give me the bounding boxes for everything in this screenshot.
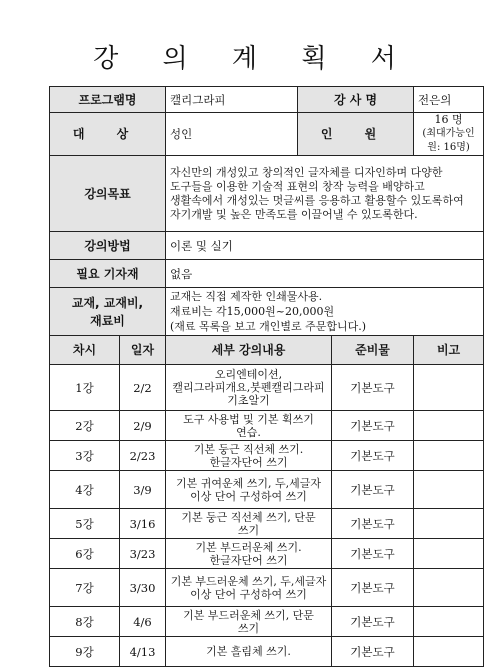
date-cell: 3/30 xyxy=(120,569,166,607)
schedule-row xyxy=(50,509,484,539)
note-cell xyxy=(414,607,484,637)
prep-cell: 기본도구 xyxy=(332,607,414,637)
session-cell: 9강 xyxy=(50,637,120,667)
schedule-row xyxy=(50,411,484,441)
content-line: 기본 귀여운체 쓰기, 두,세글자 xyxy=(176,476,321,490)
date-cell: 3/9 xyxy=(120,471,166,509)
prep-cell: 기본도구 xyxy=(332,441,414,471)
note-cell xyxy=(414,539,484,569)
schedule-body xyxy=(50,365,484,667)
note-cell xyxy=(414,441,484,471)
content-cell xyxy=(166,441,332,471)
prep-cell: 기본도구 xyxy=(332,569,414,607)
session-cell: 8강 xyxy=(50,607,120,637)
note-cell xyxy=(414,509,484,539)
goal-label: 강의목표 xyxy=(50,156,166,232)
method-label: 강의방법 xyxy=(50,232,166,260)
material-line: (재료 목록을 보고 개인별로 주문합니다.) xyxy=(170,320,367,333)
equipment-label: 필요 기자재 xyxy=(50,260,166,288)
content-cell xyxy=(166,365,332,411)
header-prep: 준비물 xyxy=(332,336,414,365)
schedule-row xyxy=(50,569,484,607)
method-row xyxy=(50,232,484,260)
goal-line: 생활속에서 개성있는 멋글씨를 응용하고 활용할수 있도록하여 xyxy=(170,193,464,207)
session-cell: 7강 xyxy=(50,569,120,607)
header-date: 일자 xyxy=(120,336,166,365)
schedule-row xyxy=(50,441,484,471)
content-line: 기본 둥근 직선체 쓰기. xyxy=(193,442,304,456)
prep-cell: 기본도구 xyxy=(332,411,414,441)
note-cell xyxy=(414,471,484,509)
prep-cell: 기본도구 xyxy=(332,471,414,509)
content-line: 이상 단어 구성하여 쓰기 xyxy=(190,489,307,503)
content-line: 기본 부드러운체 쓰기, 두,세글자 xyxy=(170,574,327,588)
program-value: 캘리그라피 xyxy=(166,87,298,113)
content-line: 기본 둥근 직선체 쓰기, 단문 xyxy=(181,510,316,524)
equipment-row xyxy=(50,260,484,288)
content-cell xyxy=(166,411,332,441)
instructor-value: 전은의 xyxy=(414,87,484,113)
goal-line: 자기개발 및 높은 만족도를 이끌어낼 수 있도록한다. xyxy=(170,207,418,221)
header-content: 세부 강의내용 xyxy=(166,336,332,365)
date-cell: 3/23 xyxy=(120,539,166,569)
material-label-line: 재료비 xyxy=(90,313,125,328)
schedule-row xyxy=(50,539,484,569)
equipment-value: 없음 xyxy=(166,260,484,288)
header-session: 차시 xyxy=(50,336,120,365)
material-row xyxy=(50,288,484,336)
content-line: 기초알기 xyxy=(227,394,270,407)
session-cell: 1강 xyxy=(50,365,120,411)
session-cell: 5강 xyxy=(50,509,120,539)
content-line: 캘리그라피개요,붓펜캘리그라피 xyxy=(172,381,325,394)
session-cell: 3강 xyxy=(50,441,120,471)
goal-line: 자신만의 개성있고 창의적인 글자체를 디자인하며 다양한 xyxy=(170,165,443,179)
schedule-row xyxy=(50,637,484,667)
headcount-note: (최대가능인원: 16명) xyxy=(422,128,475,153)
prep-cell: 기본도구 xyxy=(332,509,414,539)
content-line: 쓰기 xyxy=(237,621,260,635)
target-value: 성인 xyxy=(166,113,298,156)
content-line: 기본 부드러운체 쓰기. xyxy=(195,540,302,554)
headcount-label: 인 원 xyxy=(298,113,414,156)
program-label: 프로그램명 xyxy=(50,87,166,113)
material-label xyxy=(50,288,166,336)
material-line: 교재는 직접 제작한 인쇄물사용. xyxy=(170,290,323,303)
date-cell: 4/6 xyxy=(120,607,166,637)
target-label: 대 상 xyxy=(50,113,166,156)
prep-cell: 기본도구 xyxy=(332,637,414,667)
note-cell xyxy=(414,365,484,411)
content-cell xyxy=(166,509,332,539)
goal-text xyxy=(166,156,484,232)
content-line: 기본 부드러운체 쓰기, 단문 xyxy=(183,608,314,622)
schedule-row xyxy=(50,607,484,637)
note-cell xyxy=(414,569,484,607)
schedule-row xyxy=(50,365,484,411)
schedule-row xyxy=(50,471,484,509)
instructor-label: 강 사 명 xyxy=(298,87,414,113)
prep-cell: 기본도구 xyxy=(332,365,414,411)
session-cell: 6강 xyxy=(50,539,120,569)
date-cell: 3/16 xyxy=(120,509,166,539)
document-title: 강 의 계 획 서 xyxy=(93,44,414,74)
lecture-plan-table xyxy=(49,86,484,667)
note-cell xyxy=(414,411,484,441)
content-line: 도구 사용법 및 기본 획쓰기 xyxy=(183,412,314,426)
material-line: 재료비는 각15,000원~20,000원 xyxy=(170,305,335,318)
prep-cell: 기본도구 xyxy=(332,539,414,569)
content-cell xyxy=(166,569,332,607)
content-cell xyxy=(166,471,332,509)
content-line: 이상 단어 구성하여 쓰기 xyxy=(190,587,307,601)
headcount-cell xyxy=(414,113,484,156)
content-line: 한글자단어 쓰기 xyxy=(209,455,288,469)
content-cell xyxy=(166,637,332,667)
date-cell: 2/9 xyxy=(120,411,166,441)
content-line: 기본 흘림체 쓰기. xyxy=(206,645,291,658)
header-note: 비고 xyxy=(414,336,484,365)
content-cell xyxy=(166,607,332,637)
session-cell: 2강 xyxy=(50,411,120,441)
content-cell xyxy=(166,539,332,569)
goal-row xyxy=(50,156,484,232)
schedule-header-row xyxy=(50,336,484,365)
material-label-line: 교재, 교재비, xyxy=(71,295,144,310)
material-text xyxy=(166,288,484,336)
session-cell: 4강 xyxy=(50,471,120,509)
date-cell: 2/23 xyxy=(120,441,166,471)
content-line: 한글자단어 쓰기 xyxy=(209,553,288,567)
date-cell: 2/2 xyxy=(120,365,166,411)
content-line: 연습. xyxy=(236,425,261,439)
target-row xyxy=(50,113,484,156)
date-cell: 4/13 xyxy=(120,637,166,667)
content-line: 쓰기 xyxy=(237,523,260,537)
method-value: 이론 및 실기 xyxy=(166,232,484,260)
goal-line: 도구들을 이용한 기술적 표현의 창작 능력을 배양하고 xyxy=(170,179,425,193)
program-row xyxy=(50,87,484,113)
note-cell xyxy=(414,637,484,667)
content-line: 오리엔테이션, xyxy=(214,368,283,381)
headcount-value: 16 명 xyxy=(434,113,463,126)
